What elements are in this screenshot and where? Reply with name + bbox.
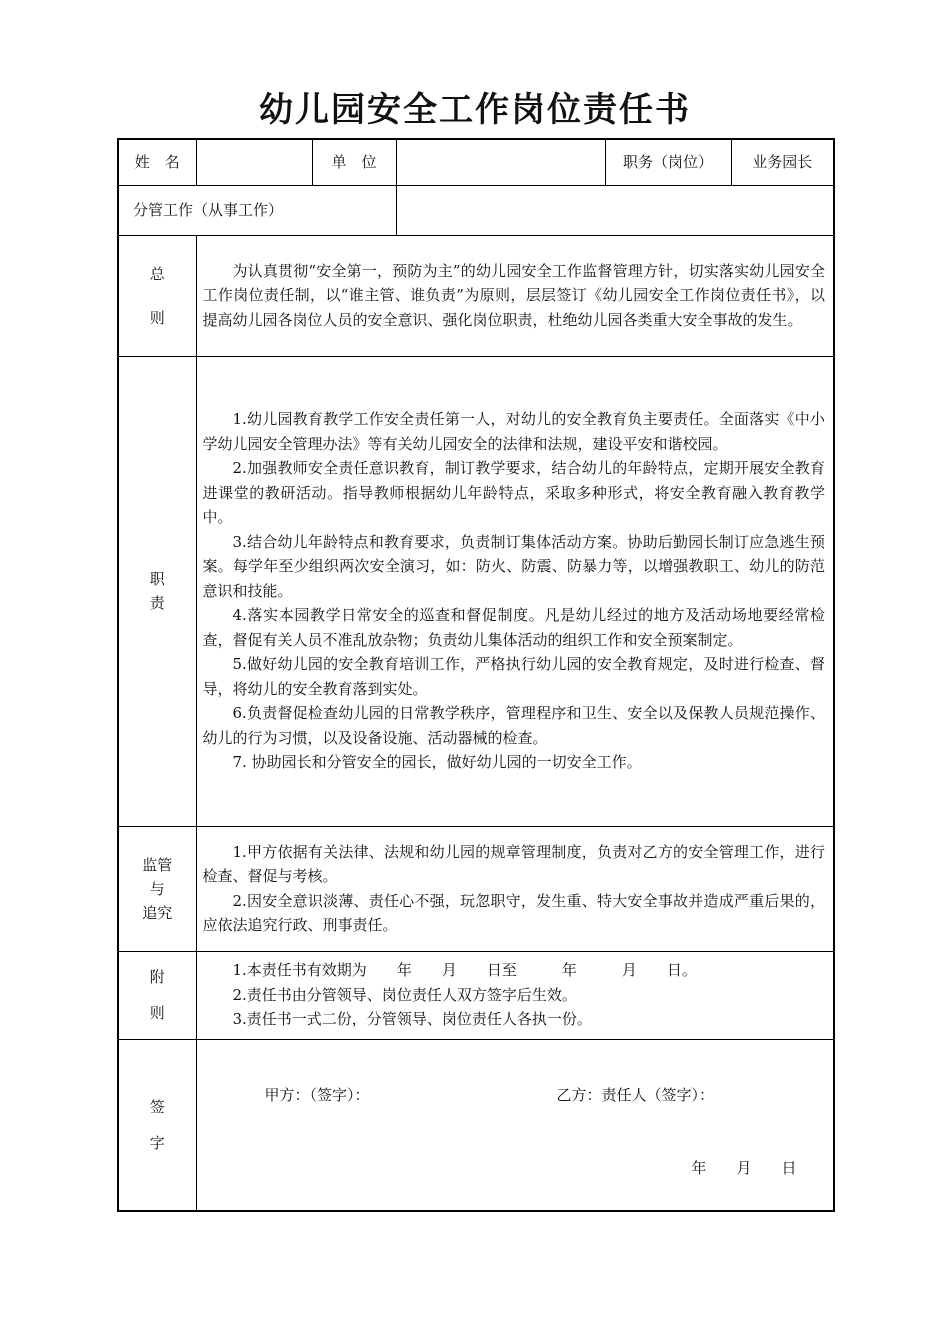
supervision-label-line-2: 与 <box>149 879 165 898</box>
signature-date[interactable]: 年 月 日 <box>691 1158 797 1177</box>
duty-item: 3.结合幼儿年龄特点和教育要求，负责制订集体活动方案。协助后勤园长制订应急逃生预案。每学年至少组织两次安全演习，如：防火、防震、防暴力等，以增强教职工、幼儿的防范意识和技能。 <box>202 532 825 600</box>
signature-label <box>118 1039 196 1211</box>
supervision-label-line-3: 追究 <box>142 903 173 922</box>
appendix-item: 1.本责任书有效期为 年 月 日至 年 月 日。 <box>232 961 697 980</box>
document-title: 幼儿园安全工作岗位责任书 <box>259 90 691 130</box>
general-content <box>196 235 834 356</box>
position-label: 职务（岗位） <box>605 139 731 185</box>
supervision-item: 1.甲方依据有关法律、法规和幼儿园的规章管理制度，负责对乙方的安全管理工作，进行检查、督促与考核。 <box>202 842 825 885</box>
general-row <box>118 235 834 356</box>
name-label: 姓 名 <box>118 139 196 185</box>
duty-item: 6.负责督促检查幼儿园的日常教学秩序，管理程序和卫生、安全以及保教人员规范操作、幼儿的行为习惯，以及设备设施、活动器械的检查。 <box>202 704 825 747</box>
duty-item: 7. 协助园长和分管安全的园长，做好幼儿园的一切安全工作。 <box>232 753 642 772</box>
header-row <box>118 139 834 185</box>
general-label <box>118 235 196 356</box>
supervision-content <box>196 826 834 951</box>
appendix-label-char-1: 附 <box>149 968 165 986</box>
appendix-item: 3.责任书一式二份，分管领导、岗位责任人各执一份。 <box>232 1010 592 1029</box>
duty-item: 1.幼儿园教育教学工作安全责任第一人，对幼儿的安全教育负主要责任。全面落实《中小学幼儿园安全管理办法》等有关幼儿园安全的法律和法规，建设平安和谐校园。 <box>202 410 825 453</box>
duties-label <box>118 356 196 826</box>
signature-label-char-2: 字 <box>149 1133 165 1152</box>
general-label-char-1: 总 <box>149 264 165 283</box>
party-b-signature[interactable]: 乙方：责任人（签字）： <box>556 1085 715 1104</box>
duties-label-char-1: 职 <box>149 570 165 588</box>
division-row <box>118 185 834 235</box>
supervision-label <box>118 826 196 951</box>
division-field[interactable] <box>396 185 834 235</box>
signature-content <box>196 1039 834 1211</box>
unit-field[interactable] <box>396 139 605 185</box>
appendix-row <box>118 951 834 1039</box>
duties-label-char-2: 责 <box>149 594 165 612</box>
division-label: 分管工作（从事工作） <box>118 185 396 235</box>
duties-content <box>196 356 834 826</box>
supervision-item: 2.因安全意识淡薄、责任心不强，玩忽职守，发生重、特大安全事故并造成严重后果的，应依法追究行政、刑事责任。 <box>202 891 825 934</box>
signature-label-char-1: 签 <box>149 1097 165 1116</box>
appendix-item: 2.责任书由分管领导、岗位责任人双方签字后生效。 <box>232 985 577 1004</box>
duty-item: 5.做好幼儿园的安全教育培训工作，严格执行幼儿园的安全教育规定，及时进行检查、督导，将幼儿的安全教育落到实处。 <box>202 655 825 698</box>
general-text: 为认真贯彻“安全第一，预防为主”的幼儿园安全工作监督管理方针，切实落实幼儿园安全工作岗位责任制，以“谁主管、谁负责”为原则，层层签订《幼儿园安全工作岗位责任书》，以提高幼儿园各岗位人员的安全意识、强化岗位职责，杜绝幼儿园各类重大安全事故的发生。 <box>202 261 825 329</box>
general-label-char-2: 则 <box>149 308 165 327</box>
appendix-content <box>196 951 834 1039</box>
duty-item: 4.落实本园教学日常安全的巡查和督促制度。凡是幼儿经过的地方及活动场地要经常检查，督促有关人员不准乱放杂物；负责幼儿集体活动的组织工作和安全预案制定。 <box>202 606 825 649</box>
responsibility-table <box>117 138 835 1212</box>
supervision-label-line-1: 监管 <box>142 855 173 874</box>
supervision-row <box>118 826 834 951</box>
duty-item: 2.加强教师安全责任意识教育，制订教学要求，结合幼儿的年龄特点，定期开展安全教育进课堂的教研活动。指导教师根据幼儿年龄特点，采取多种形式，将安全教育融入教育教学中。 <box>202 459 825 527</box>
signature-row <box>118 1039 834 1211</box>
duties-row <box>118 356 834 826</box>
appendix-label <box>118 951 196 1039</box>
party-a-signature[interactable]: 甲方：（签字）： <box>264 1085 370 1104</box>
unit-label: 单 位 <box>312 139 396 185</box>
name-field[interactable] <box>196 139 312 185</box>
position-value[interactable]: 业务园长 <box>731 139 834 185</box>
appendix-label-char-2: 则 <box>149 1004 165 1022</box>
